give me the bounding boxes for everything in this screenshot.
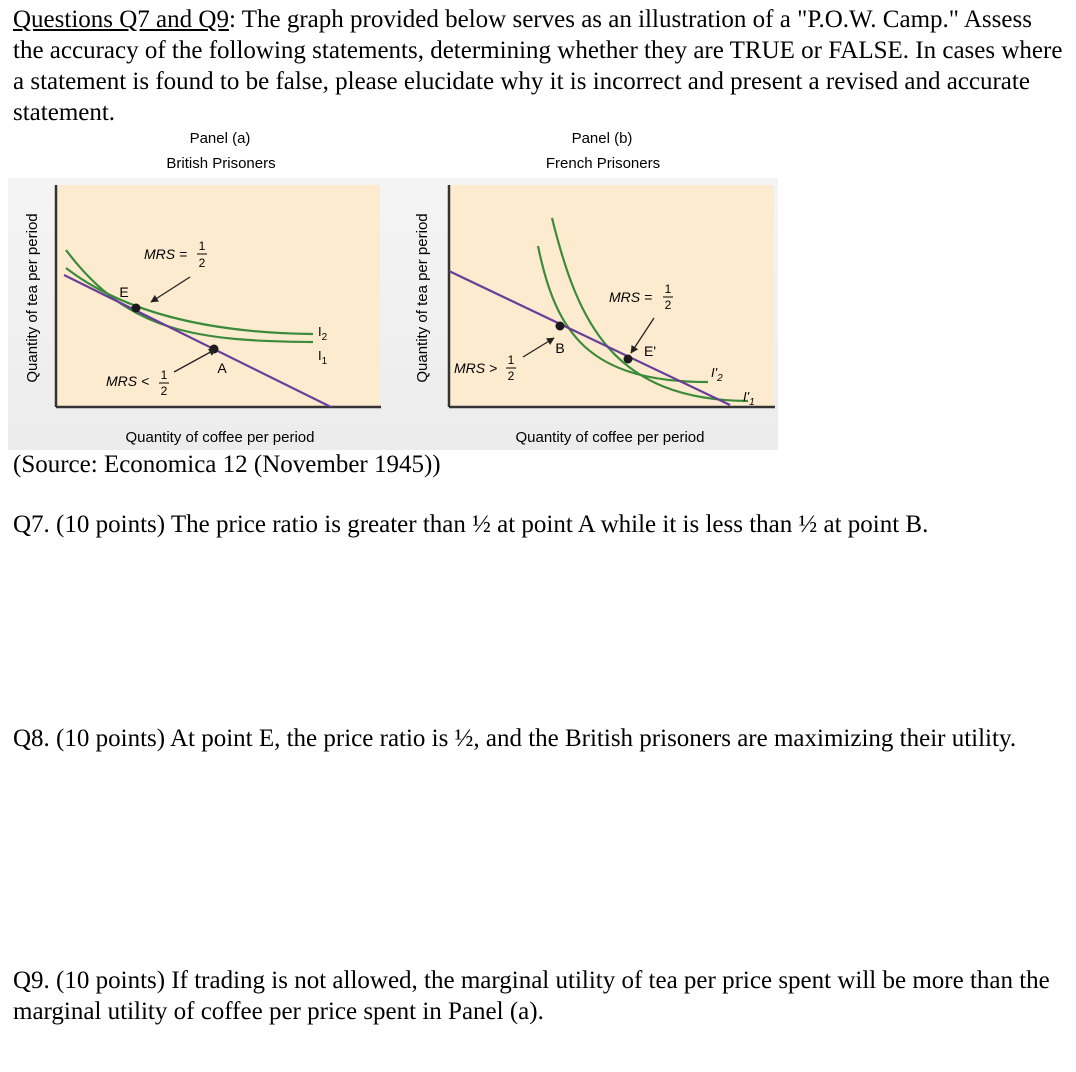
point-b xyxy=(556,322,565,331)
curve-i1-symbol: I xyxy=(318,348,322,363)
panel-b-mrs-greater-label: MRS > xyxy=(454,360,498,376)
curve-i1-subscript: 1 xyxy=(321,356,328,367)
panel-b-label: Panel (b) xyxy=(571,130,633,147)
panel-b-y-axis-title: Quantity of tea per period xyxy=(414,213,431,383)
panel-b-mrs-equal-num: 1 xyxy=(664,282,672,296)
panel-a-mrs-equal-label: MRS = xyxy=(144,246,188,262)
point-e-prime xyxy=(624,355,633,364)
panel-a-label: Panel (a) xyxy=(189,130,251,147)
pow-camp-figure xyxy=(8,128,778,450)
figure-svg xyxy=(8,128,778,450)
panel-b-x-axis-title: Quantity of coffee per period xyxy=(515,429,705,446)
panel-b-mrs-equal-label: MRS = xyxy=(609,289,653,305)
point-e xyxy=(132,304,141,313)
panel-b-mrs-greater-num: 1 xyxy=(507,353,515,367)
panel-a-mrs-less-label: MRS < xyxy=(106,373,150,389)
curve-i2-symbol: I xyxy=(318,324,322,339)
panel-a-mrs-equal-num: 1 xyxy=(198,239,206,253)
point-e-label: E xyxy=(119,284,129,300)
point-a-label: A xyxy=(217,360,227,376)
instructions-title: Questions Q7 and Q9 xyxy=(13,6,229,33)
instructions-body: Assess the accuracy of the following statements, determining whether they are TRUE or FALSE. In cases where a statement is found to be false, please elucidate why it is incorrect and present a revised and accurate statement. xyxy=(13,6,1063,126)
point-b-label: B xyxy=(555,340,565,356)
question-q9: Q9. (10 points) If trading is not allowed, the marginal utility of tea per price spent will be more than the marginal utility of coffee per price spent in Panel (a). xyxy=(13,967,1050,1025)
panel-a-mrs-less-num: 1 xyxy=(160,368,168,382)
point-e-prime-label: E' xyxy=(643,343,657,359)
panel-a-title: British Prisoners xyxy=(166,155,276,172)
curve-i2-subscript: 2 xyxy=(321,332,328,343)
panel-a-mrs-less-den: 2 xyxy=(160,384,168,398)
question-q8: Q8. (10 points) At point E, the price ratio is ½, and the British prisoners are maximizing their utility. xyxy=(13,725,1017,752)
panel-b-mrs-greater-den: 2 xyxy=(507,369,515,383)
curve-i-prime-1-symbol: I' xyxy=(743,389,750,404)
panel-b-title: French Prisoners xyxy=(545,155,661,172)
source-citation: (Source: Economica 12 (November 1945)) xyxy=(13,451,441,478)
panel-b-mrs-equal-den: 2 xyxy=(664,298,672,312)
curve-i-prime-2-symbol: I' xyxy=(711,365,718,380)
curve-i-prime-2-subscript: 2 xyxy=(717,373,723,384)
panel-a-mrs-equal-den: 2 xyxy=(198,256,206,270)
panel-a-y-axis-title: Quantity of tea per period xyxy=(24,213,41,383)
panel-a-x-axis-title: Quantity of coffee per period xyxy=(125,429,315,446)
question-q7: Q7. (10 points) The price ratio is greater than ½ at point A while it is less than ½ at point B. xyxy=(13,511,929,538)
instructions-title-rest: : The graph provided below serves as an illustration of a "P.O.W. Camp." xyxy=(228,6,959,33)
instructions xyxy=(13,4,1063,128)
curve-i-prime-1-subscript: 1 xyxy=(749,397,755,408)
figure-header-band xyxy=(8,128,778,178)
